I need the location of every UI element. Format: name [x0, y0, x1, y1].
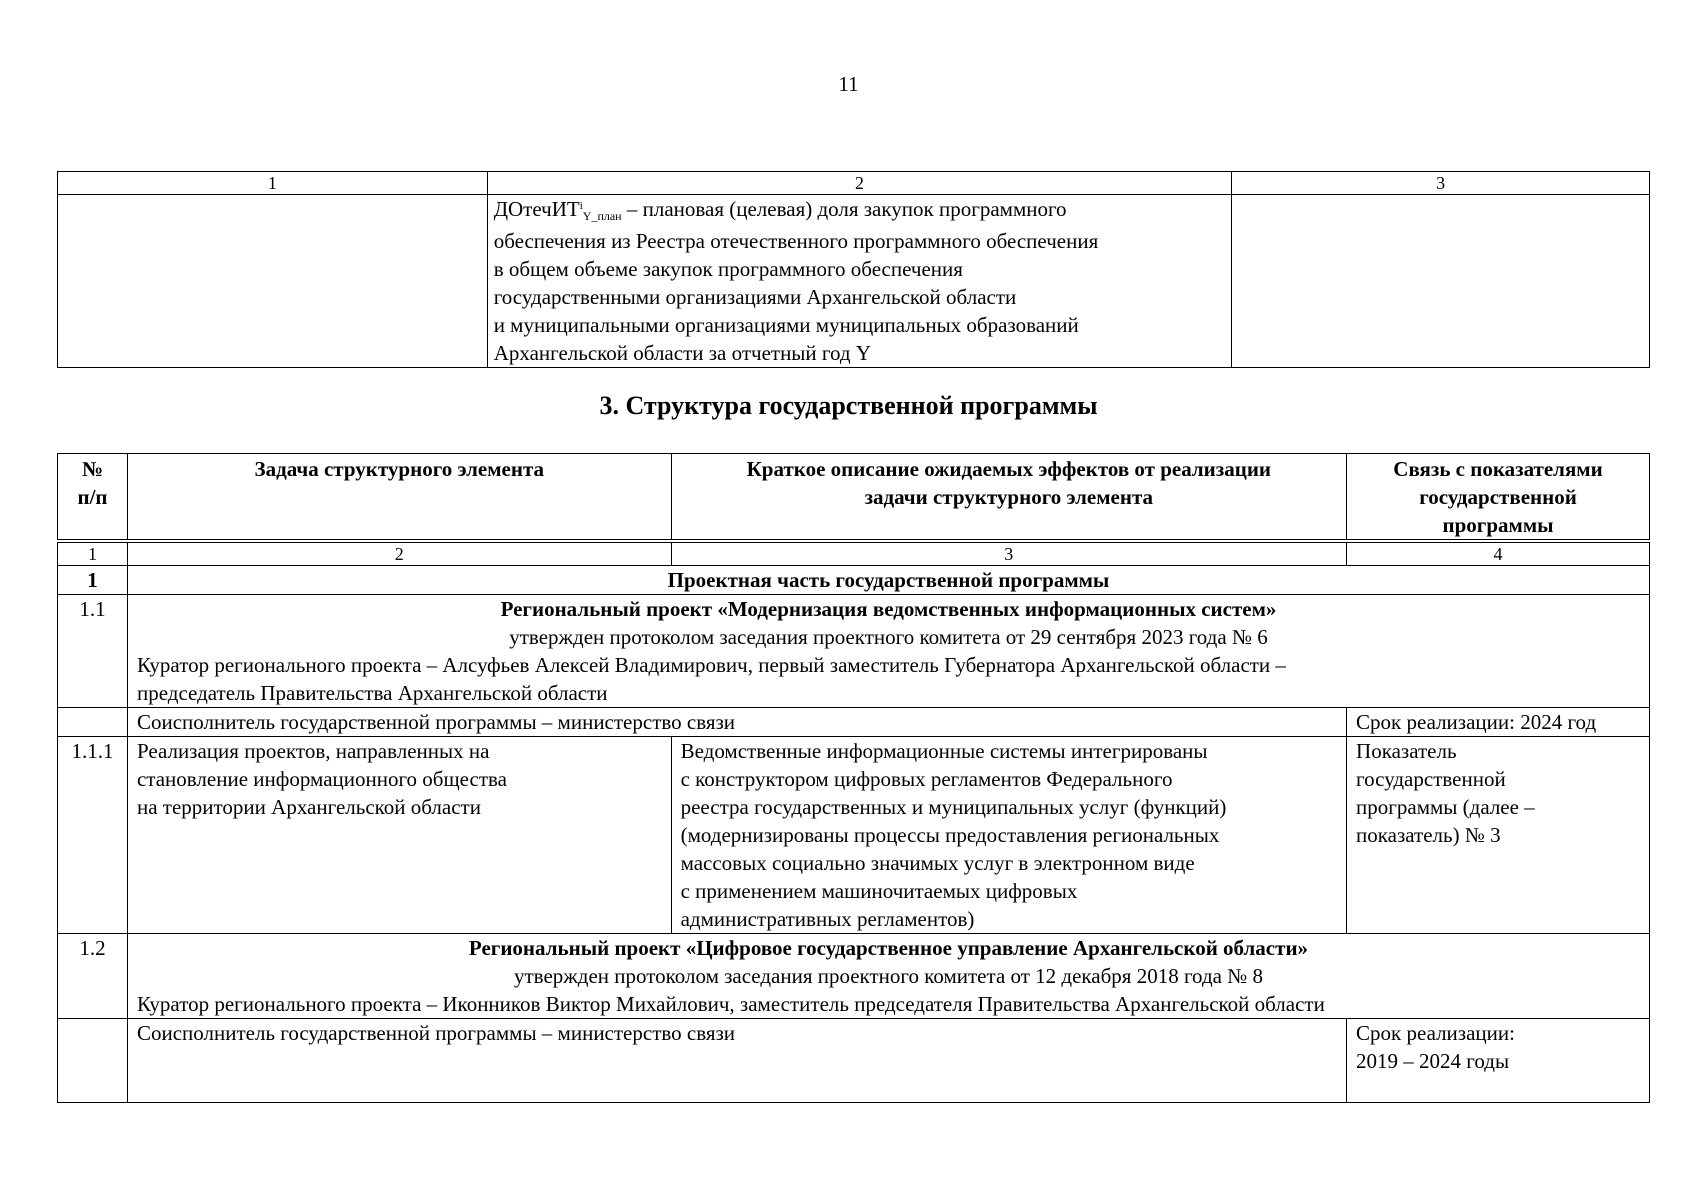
task-number: 1.1.1: [58, 737, 128, 934]
project-approval: утвержден протоколом заседания проектного комитета от 29 сентября 2023 года № 6: [509, 625, 1268, 649]
header-row: [58, 454, 1650, 542]
structure-table: [57, 453, 1650, 1103]
task-text: Реализация проектов, направленных на становление информационного общества на территории Архангельской области: [127, 737, 671, 934]
formula-superscript: i: [579, 200, 583, 212]
formula-explanation: – плановая (целевая) доля закупок программного обеспечения из Реестра отечественного программного обеспечения в общем объеме закупок программного обеспечения государственными организациями Архангельской области и муниципальными организациями муниципальных образований Архангельской области за отчетный год Y: [493, 197, 1099, 365]
header-link: Связь с показателями государственной программы: [1347, 454, 1650, 542]
empty-cell: [58, 708, 128, 737]
col-number-3: 3: [1232, 172, 1650, 195]
formula-row: [58, 195, 1650, 368]
project-info: [127, 934, 1649, 1019]
coexecutor-row: [58, 1019, 1650, 1103]
col-number-2: 2: [127, 541, 671, 566]
empty-cell: [1232, 195, 1650, 368]
header-task: Задача структурного элемента: [127, 454, 671, 542]
coexecutor: Соисполнитель государственной программы – министерство связи: [127, 708, 1346, 737]
project-curator: Куратор регионального проекта – Алсуфьев Алексей Владимирович, первый заместитель Губернатора Архангельской области – председатель Правительства Архангельской области: [136, 653, 1286, 705]
coexecutor: Соисполнитель государственной программы – министерство связи: [127, 1019, 1346, 1103]
header-description: Краткое описание ожидаемых эффектов от реализации задачи структурного элемента: [671, 454, 1346, 542]
continuation-table: [57, 171, 1650, 368]
implementation-term: Срок реализации: 2019 – 2024 годы: [1347, 1019, 1650, 1103]
project-title: Региональный проект «Цифровое государственное управление Архангельской области»: [468, 936, 1309, 960]
col-number-1: 1: [58, 172, 488, 195]
project-info: [127, 595, 1649, 708]
header-no: № п/п: [58, 454, 128, 542]
task-row: [58, 737, 1650, 934]
project-number: 1.1: [58, 595, 128, 708]
column-number-row: [58, 172, 1650, 195]
part-number: 1: [58, 566, 128, 595]
project-row: [58, 934, 1650, 1019]
project-title: Региональный проект «Модернизация ведомственных информационных систем»: [500, 597, 1277, 621]
formula-symbol: ДОтечИТ: [493, 197, 580, 221]
col-number-3: 3: [671, 541, 1346, 566]
part-title: Проектная часть государственной программы: [127, 566, 1649, 595]
empty-cell: [58, 195, 488, 368]
formula-definition: [487, 195, 1232, 368]
part-row: [58, 566, 1650, 595]
page-number: 11: [838, 72, 859, 96]
formula-subscript: Y_план: [582, 209, 622, 223]
project-approval: утвержден протоколом заседания проектного комитета от 12 декабря 2018 года № 8: [513, 964, 1263, 988]
task-description: Ведомственные информационные системы интегрированы с конструктором цифровых регламентов Федерального реестра государственных и муниципальных услуг (функций) (модернизированы процессы предоставления региональных массовых социально значимых услуг в электронном виде с применением машиночитаемых цифровых административных регламентов): [671, 737, 1346, 934]
column-number-row: [58, 541, 1650, 566]
project-row: [58, 595, 1650, 708]
implementation-term: Срок реализации: 2024 год: [1347, 708, 1650, 737]
col-number-4: 4: [1347, 541, 1650, 566]
coexecutor-row: [58, 708, 1650, 737]
col-number-2: 2: [487, 172, 1232, 195]
col-number-1: 1: [58, 541, 128, 566]
project-curator: Куратор регионального проекта – Иконников Виктор Михайлович, заместитель председателя Правительства Архангельской области: [136, 992, 1325, 1016]
task-indicator-link: Показатель государственной программы (далее – показатель) № 3: [1347, 737, 1650, 934]
project-number: 1.2: [58, 934, 128, 1019]
section-title: 3. Структура государственной программы: [599, 391, 1098, 420]
empty-cell: [58, 1019, 128, 1103]
